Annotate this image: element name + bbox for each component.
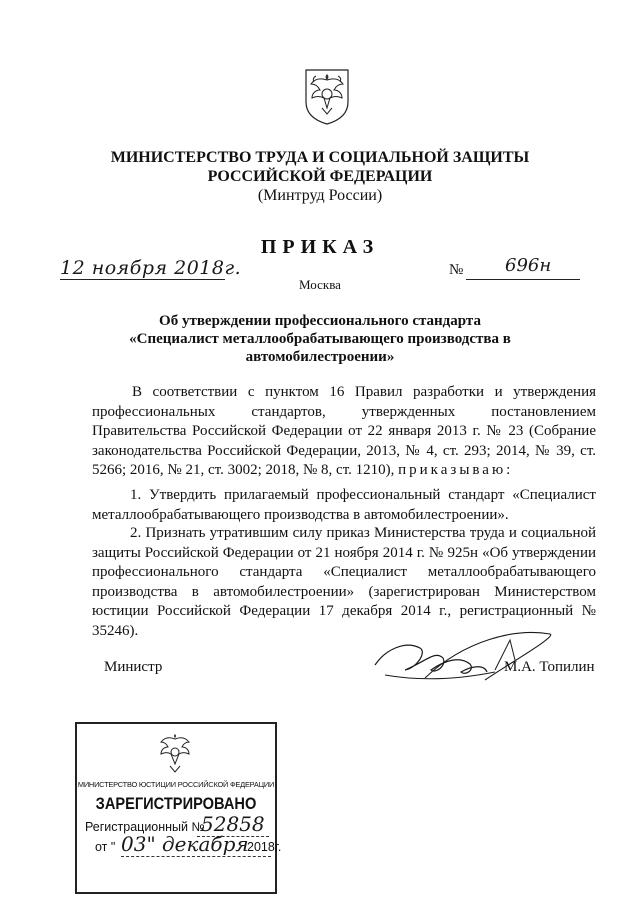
ministry-line-2: РОССИЙСКОЙ ФЕДЕРАЦИИ [207, 168, 433, 185]
signatory-name: М.А. Топилин [504, 659, 595, 675]
signatory-position: Министр [104, 659, 163, 675]
city-label: Москва [299, 277, 341, 292]
preamble-text: В соответствии с пунктом 16 Правил разработки и утверждения профессиональных стандартов, утвержденных постановлением Правительства Российской Федерации от 22 января 2013 г. № 23 (Собрание законодательства Российской Федерации, 2013, № 4, ст. 293; 2014, № 39, ст. 5266; 2016, № 21, ст. 3002; 2018, № 8, ст. 1210), [92, 384, 596, 478]
preamble-paragraph [92, 383, 596, 481]
title-line-2: «Специалист металлообрабатывающего производства в [129, 331, 511, 347]
title-line-3: автомобилестроении» [245, 349, 395, 365]
number-underline [466, 279, 580, 280]
document-title [120, 312, 520, 366]
stamp-registration-number-label: Регистрационный № [85, 820, 205, 834]
stamp-registration-number-handwritten: 52858 [201, 812, 265, 836]
title-line-1: Об утверждении профессионального стандарта [159, 313, 481, 329]
stamp-date-handwritten: 03" декабря [121, 832, 249, 856]
number-sign: № [449, 262, 464, 278]
stamp-ministry-name: МИНИСТЕРСТВО ЮСТИЦИИ РОССИЙСКОЙ ФЕДЕРАЦИИ [77, 780, 275, 789]
ministry-name [100, 148, 540, 186]
order-date-handwritten: 12 ноября 2018г. [60, 257, 242, 279]
stamp-registered-label: ЗАРЕГИСТРИРОВАНО [95, 794, 257, 813]
russian-coat-of-arms-icon [302, 62, 352, 126]
document-type-heading: ПРИКАЗ [260, 236, 380, 258]
ministry-line-1: МИНИСТЕРСТВО ТРУДА И СОЦИАЛЬНОЙ ЗАЩИТЫ [110, 149, 530, 166]
ministry-abbreviation: (Минтруд России) [257, 187, 383, 204]
order-number-handwritten: 696н [505, 255, 552, 276]
order-item-1: 1. Утвердить прилагаемый профессиональный стандарт «Специалист металлообрабатывающего производства в автомобилестроении». [92, 487, 596, 523]
stamp-year-suffix: 2018г. [247, 840, 282, 854]
stamp-from-label: от " [95, 840, 116, 854]
order-item-2: 2. Признать утратившим силу приказ Министерства труда и социальной защиты Российской Федерации от 21 ноября 2014 г. № 925н «Об утверждении профессионального стандарта «Специалист металлообрабатывающего производства в автомобилестроении» (зарегистрирован Министерством юстиции Российской Федерации 17 декабря 2014 г., регистрационный № 35246). [92, 525, 596, 639]
russian-coat-of-arms-icon [155, 730, 195, 776]
order-word: приказываю: [398, 462, 514, 478]
stamp-date-underline [121, 856, 271, 857]
date-underline [60, 279, 225, 280]
registration-stamp [75, 722, 282, 894]
